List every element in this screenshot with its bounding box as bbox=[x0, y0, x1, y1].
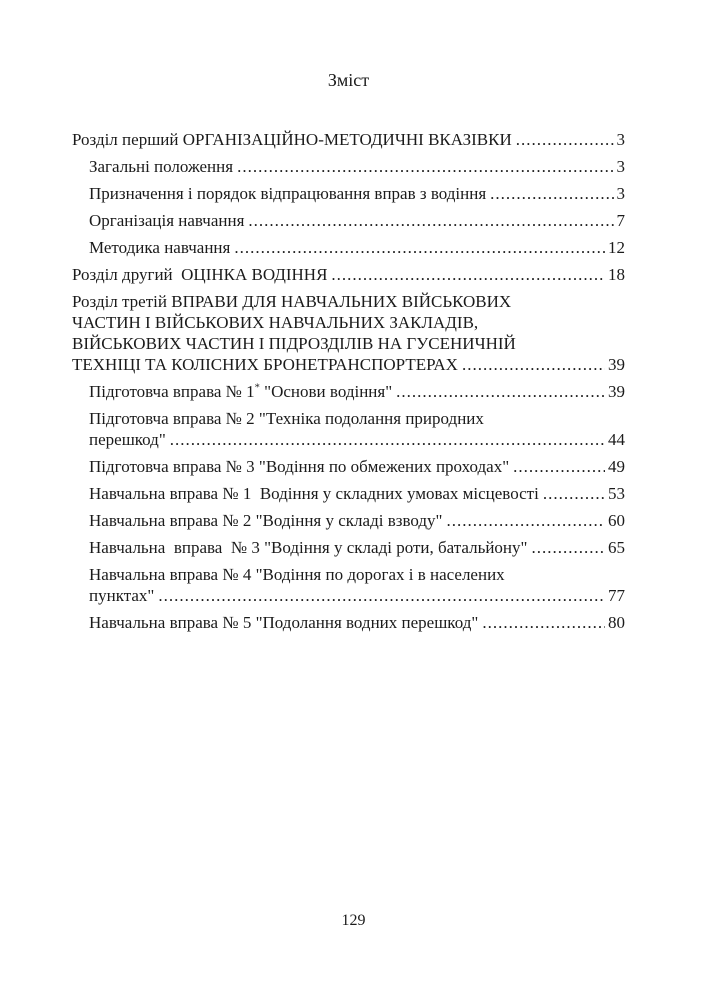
page-title: Зміст bbox=[327, 70, 370, 90]
toc-entry bbox=[72, 537, 625, 558]
toc-entry-text bbox=[89, 381, 392, 402]
toc-entry-text: Навчальна вправа № 3 "Водіння у складі роти, батальйону" bbox=[89, 538, 528, 557]
toc-entry bbox=[72, 381, 625, 402]
toc-entry-text: Призначення і порядок відпрацювання вправ з водіння bbox=[89, 184, 487, 203]
toc-entry-text: ЧАСТИН І ВІЙСЬКОВИХ НАВЧАЛЬНИХ ЗАКЛАДІВ, bbox=[72, 313, 479, 332]
toc-entry-text: ТЕХНІЦІ ТА КОЛІСНИХ БРОНЕТРАНСПОРТЕРАХ bbox=[72, 355, 458, 374]
toc-entry bbox=[72, 612, 625, 633]
dot-leader bbox=[490, 183, 613, 204]
dot-leader bbox=[158, 585, 605, 606]
toc-entry bbox=[72, 564, 625, 606]
toc-page-number: 12 bbox=[608, 238, 625, 257]
toc-page-number: 3 bbox=[616, 184, 625, 203]
dot-leader bbox=[170, 429, 605, 450]
toc-entry-text: перешкод" bbox=[89, 430, 166, 449]
toc-entry-text-part: "Основи водіння" bbox=[259, 382, 393, 401]
toc-entry bbox=[72, 483, 625, 504]
toc-entry bbox=[72, 264, 625, 285]
toc-entry-text: Розділ другий ОЦІНКА ВОДІННЯ bbox=[72, 265, 328, 284]
dot-leader bbox=[462, 354, 605, 375]
toc-page-number: 18 bbox=[608, 265, 625, 284]
table-of-contents bbox=[72, 129, 625, 633]
toc-entry-last-line bbox=[72, 354, 625, 375]
toc-entry-last-line bbox=[89, 429, 625, 450]
toc-page-number: 39 bbox=[608, 355, 625, 374]
toc-entry-text: Розділ перший ОРГАНІЗАЦІЙНО-МЕТОДИЧНІ ВКАЗІВКИ bbox=[72, 130, 512, 149]
toc-entry-text: Загальні положення bbox=[89, 157, 234, 176]
toc-entry bbox=[72, 408, 625, 450]
toc-entry-text: Підготовча вправа № 2 "Техніка подолання природних bbox=[89, 409, 484, 428]
dot-leader bbox=[446, 510, 605, 531]
dot-leader bbox=[234, 237, 605, 258]
dot-leader bbox=[331, 264, 605, 285]
toc-entry-text: Навчальна вправа № 1 Водіння у складних умовах місцевості bbox=[89, 484, 539, 503]
toc-page-number: 7 bbox=[616, 211, 625, 230]
toc-page-number: 3 bbox=[616, 157, 625, 176]
toc-entry-last-line bbox=[89, 585, 625, 606]
dot-leader bbox=[396, 381, 605, 402]
dot-leader bbox=[513, 456, 605, 477]
toc-page-number: 60 bbox=[608, 511, 625, 530]
footnote-asterisk: * bbox=[254, 382, 260, 394]
toc-entry-text: Розділ третій ВПРАВИ ДЛЯ НАВЧАЛЬНИХ ВІЙСЬКОВИХ bbox=[72, 292, 512, 311]
toc-entry-text-part: Підготовча вправа № 1 bbox=[89, 382, 255, 401]
toc-entry bbox=[72, 210, 625, 231]
toc-entry bbox=[72, 183, 625, 204]
toc-page-number: 80 bbox=[608, 613, 625, 632]
toc-entry-text: Організація навчання bbox=[89, 211, 245, 230]
toc-page-number: 49 bbox=[608, 457, 625, 476]
toc-entry-text: Навчальна вправа № 5 "Подолання водних перешкод" bbox=[89, 613, 479, 632]
page-number-footer: 129 bbox=[341, 912, 366, 929]
toc-entry bbox=[72, 237, 625, 258]
toc-entry-text: ВІЙСЬКОВИХ ЧАСТИН І ПІДРОЗДІЛІВ НА ГУСЕНИЧНІЙ bbox=[72, 334, 516, 353]
toc-entry-text: Підготовча вправа № 3 "Водіння по обмежених проходах" bbox=[89, 457, 510, 476]
dot-leader bbox=[237, 156, 613, 177]
toc-entry bbox=[72, 456, 625, 477]
toc-page-number: 65 bbox=[608, 538, 625, 557]
toc-page-number: 44 bbox=[608, 430, 625, 449]
dot-leader bbox=[543, 483, 605, 504]
dot-leader bbox=[516, 129, 614, 150]
toc-entry bbox=[72, 156, 625, 177]
toc-entry-text: Навчальна вправа № 4 "Водіння по дорогах і в населених bbox=[89, 565, 505, 584]
dot-leader bbox=[531, 537, 605, 558]
toc-entry-text: Навчальна вправа № 2 "Водіння у складі взводу" bbox=[89, 511, 443, 530]
dot-leader bbox=[248, 210, 613, 231]
toc-entry bbox=[72, 291, 625, 375]
toc-page-number: 53 bbox=[608, 484, 625, 503]
toc-page-number: 77 bbox=[608, 586, 625, 605]
toc-page-number: 39 bbox=[608, 382, 625, 401]
toc-entry-text: Методика навчання bbox=[89, 238, 231, 257]
toc-entry bbox=[72, 510, 625, 531]
toc-entry bbox=[72, 129, 625, 150]
toc-entry-text: пунктах" bbox=[89, 586, 155, 605]
toc-page-number: 3 bbox=[616, 130, 625, 149]
dot-leader bbox=[482, 612, 605, 633]
